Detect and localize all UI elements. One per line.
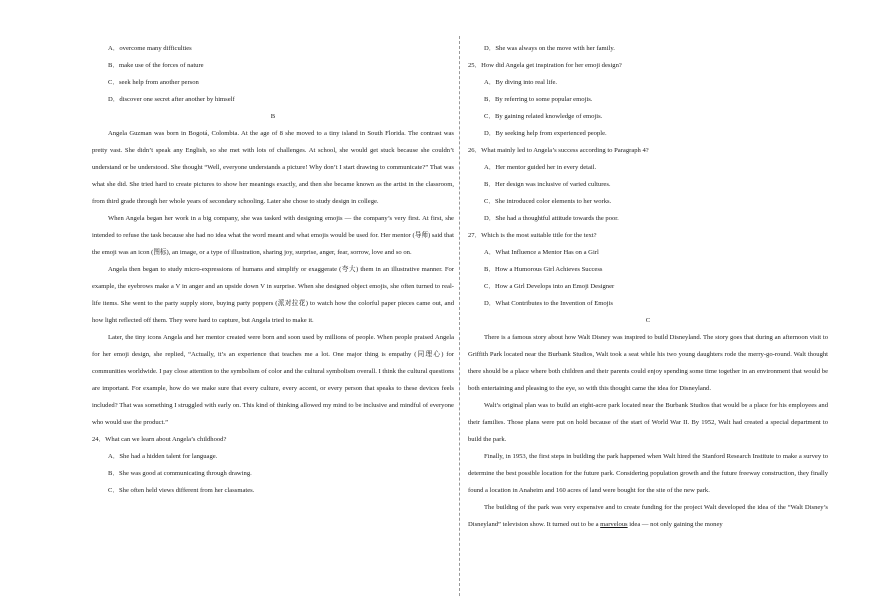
option-26b: B．Her design was inclusive of varied cultures. (484, 181, 611, 188)
question-27: 27．Which is the most suitable title for the text? (468, 232, 597, 239)
passage-b-paragraph-3: Angela then began to study micro-expressions of humans and simplify or exaggerate (夸大) them in an illustrative manner. For example, the eyebrows make a V in anger and an upside down V in surprise. When she designed object emojis, she often turned to real-life items. She went to the party supply store, buying party poppers (派对拉花) to watch how the colorful paper pieces came out, and how light reflected off them. They were hard to capture, but Angela tried to make it. (92, 266, 454, 324)
option-25d: D．By seeking help from experienced people. (484, 130, 607, 137)
section-heading-b: B (270, 113, 276, 120)
underlined-word: marvelous (600, 521, 628, 528)
passage-b-paragraph-1: Angela Guzman was born in Bogotá, Colombia. At the age of 8 she moved to a tiny island in South Florida. The contrast was pretty vast. She didn’t speak any English, so she met with lots of challenges. At school, she would get stuck because she couldn’t understand or be understood. She thought “Well, everyone understands a picture! Why don’t I start drawing to communicate?” That was what she did. She tried hard to create pictures to show her meanings exactly, and then she became known as the artist in the classroom, from third grade through her whole years of secondary schooling. Later she chose to study design in college. (92, 130, 454, 205)
left-column (92, 40, 454, 499)
option-25a: A．By diving into real life. (484, 79, 558, 86)
passage-b-paragraph-4: Later, the tiny icons Angela and her mentor created were born and soon used by millions of people. When people praised Angela for her emoji design, she replied, “Actually, it’s an experience that teaches me a lot. One major thing is empathy (同理心) for communities worldwide. I pay close attention to the symbolism of color and the cultural symbolism overall. I think the cultural questions are important. For example, how do we make sure that every culture, every accent, or every person that speaks to these devices feels included? That was something I struggled with early on. This kind of thinking allowed my mind to be inclusive and mindful of everyone who would use the product.” (92, 334, 454, 426)
option-24b: B．She was good at communicating through drawing. (108, 470, 252, 477)
question-24: 24．What can we learn about Angela’s childhood? (92, 436, 227, 443)
option-27c: C．How a Girl Develops into an Emoji Designer (484, 283, 615, 290)
option-27a: A．What Influence a Mentor Has on a Girl (484, 249, 599, 256)
right-column (468, 40, 828, 533)
option-23b: B．make use of the forces of nature (108, 62, 204, 69)
option-26d: D．She had a thoughtful attitude towards the poor. (484, 215, 619, 222)
option-25b: B．By referring to some popular emojis. (484, 96, 593, 103)
option-24c: C．She often held views different from her classmates. (108, 487, 255, 494)
option-25c: C．By gaining related knowledge of emojis. (484, 113, 603, 120)
option-27d: D．What Contributes to the Invention of Emojis (484, 300, 613, 307)
passage-c-paragraph-1: There is a famous story about how Walt Disney was inspired to build Disneyland. The story goes that during an afternoon visit to Griffith Park located near the Burbank Studios, Walt took a seat while his two young daughters rode the merry-go-round. Walt thought there should be a place where both children and their parents could enjoy spending some time together in an environment that would be both entertaining and pleasing to the eye, so with this thought came the idea for Disneyland. (468, 334, 828, 392)
paragraph-4-end: idea — not only gaining the money (627, 521, 723, 528)
question-25: 25．How did Angela get inspiration for her emoji design? (468, 62, 622, 69)
column-divider (459, 36, 460, 596)
option-24a: A．She had a hidden talent for language. (108, 453, 218, 460)
option-27b: B．How a Humorous Girl Achieves Success (484, 266, 603, 273)
option-23c: C．seek help from another person (108, 79, 199, 86)
paragraph-4-start: The building of the park was very expensive and to create funding for the project Walt developed the idea of the “Walt Disney’s Disneyland” television show. It turned out to be a (468, 504, 828, 528)
question-26: 26．What mainly led to Angela’s success according to Paragraph 4? (468, 147, 649, 154)
passage-c-paragraph-3: Finally, in 1953, the first steps in building the park happened when Walt hired the Stanford Research Institute to make a survey to determine the best possible location for the future park. Considering population growth and the future freeway construction, they finally found a location in Anaheim and 160 acres of land were bought for the site of the new park. (468, 453, 828, 494)
option-26c: C．She introduced color elements to her works. (484, 198, 612, 205)
option-23d: D．discover one secret after another by himself (108, 96, 235, 103)
passage-c-paragraph-4 (468, 499, 828, 533)
section-heading-c: C (645, 317, 651, 324)
passage-b-paragraph-2: When Angela began her work in a big company, she was tasked with designing emojis — the company’s very first. At first, she intended to refuse the task because she had no idea what the word meant and what emojis would be used for. Her mentor (导师) said that the emoji was an icon (图标), an image, or a type of illustration, sharing joy, surprise, anger, fear, sorrow, love and so on. (92, 215, 454, 256)
passage-c-paragraph-2: Walt’s original plan was to build an eight-acre park located near the Burbank Studios that would be a place for his employees and their families. Those plans were put on hold because of the start of World War II. By 1952, Walt had created a special department to build the park. (468, 402, 828, 443)
option-23a: A．overcome many difficulties (108, 45, 192, 52)
option-24d: D．She was always on the move with her family. (484, 45, 615, 52)
option-26a: A．Her mentor guided her in every detail. (484, 164, 597, 171)
